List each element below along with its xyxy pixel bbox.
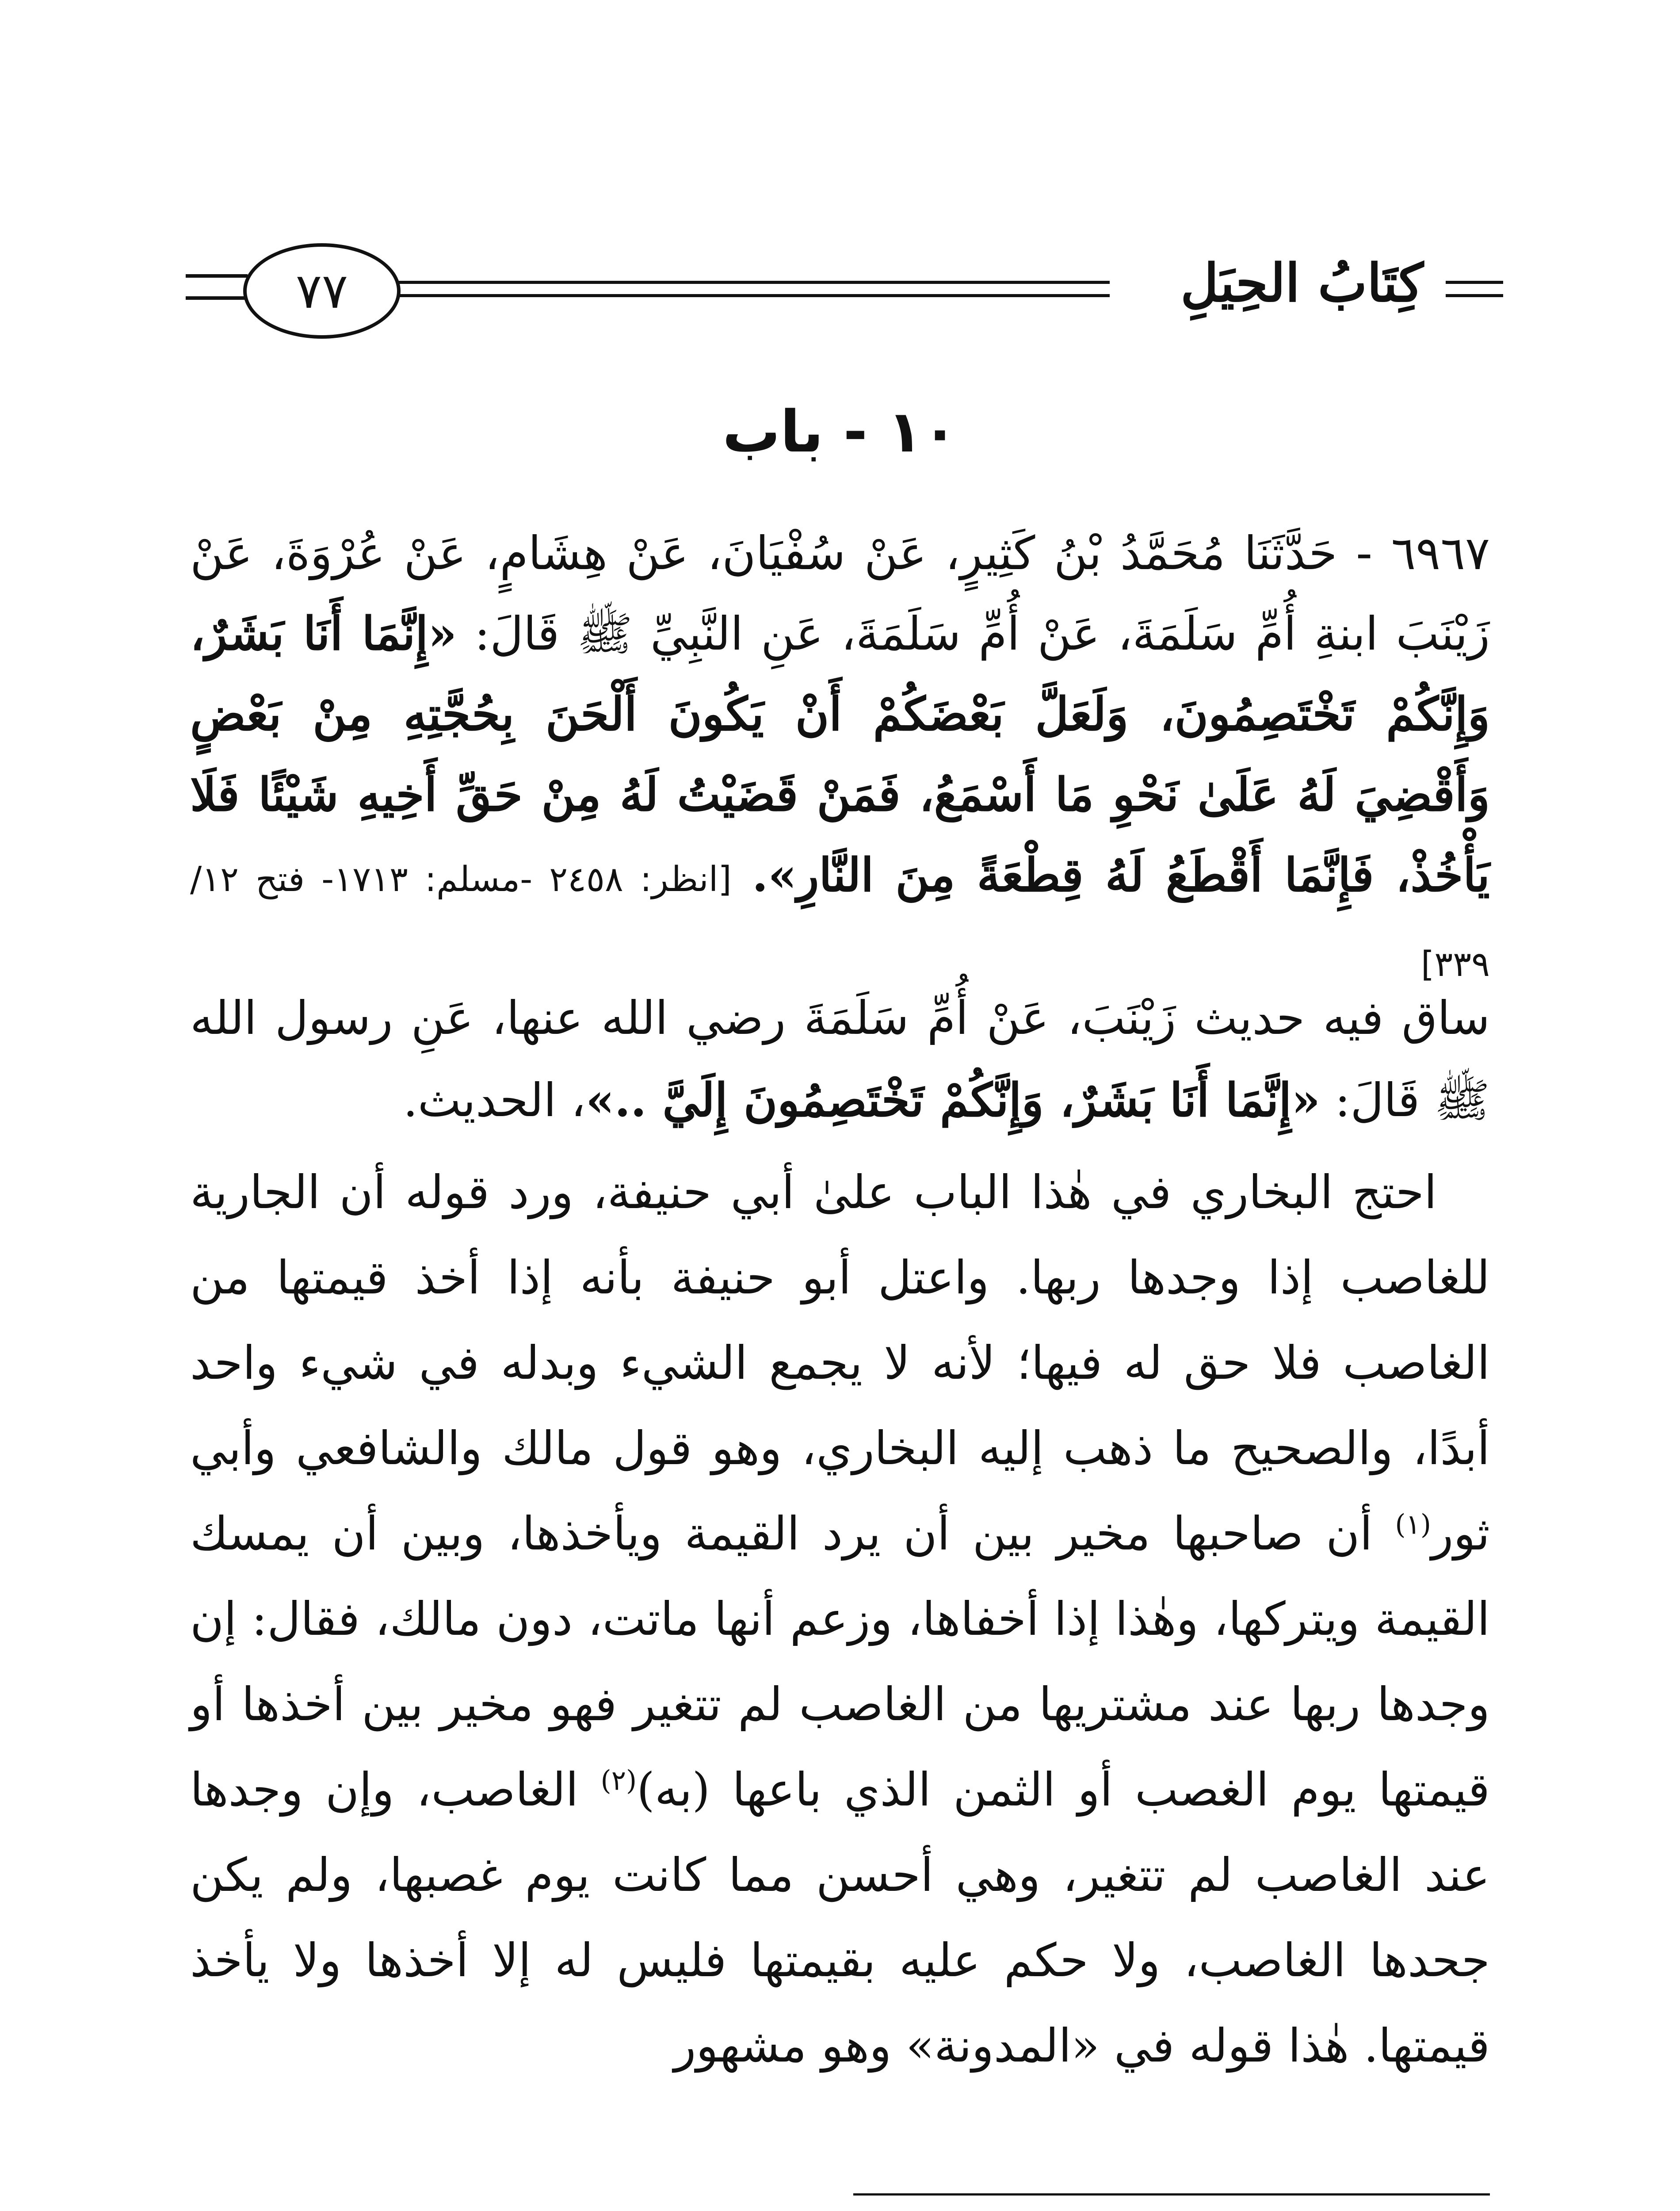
commentary-text-part3: الغاصب، وإن وجدها عند الغاصب لم تتغير، وهي أحسن مما كانت يوم غصبها، ولم يكن جحدها الغاصب، ولا حكم عليه بقيمتها فليس له إلا أخذها ولا يأخذ قيمتها. هٰذا قوله في «المدونة» وهو مشهور xyxy=(190,1763,1490,2073)
header-rule-right-top xyxy=(1446,281,1503,284)
footnote-divider xyxy=(853,2193,1490,2196)
hadith-reference: [انظر: ٢٤٥٨ -مسلم: ١٧١٣- فتح ١٢/ ٣٣٩] xyxy=(190,860,1490,984)
commentary-paragraph xyxy=(190,1150,1490,2089)
hadith-number: ٦٩٦٧ - xyxy=(1355,526,1490,580)
hadith-matn: «إِنَّمَا أَنَا بَشَرٌ، وَإِنَّكُمْ تَخْتَصِمُونَ، وَلَعَلَّ بَعْضَكُمْ أَنْ يَكُونَ أَلْحَنَ بِحُجَّتِهِ مِنْ بَعْضٍ وَأَقْضِيَ لَهُ عَلَىٰ نَحْوِ مَا أَسْمَعُ، فَمَنْ قَضَيْتُ لَهُ مِنْ حَقِّ أَخِيهِ شَيْئًا فَلَا يَأْخُذْ، فَإِنَّمَا أَقْطَعُ لَهُ قِطْعَةً مِنَ النَّارِ». xyxy=(190,606,1490,902)
chapter-heading: ١٠ - باب xyxy=(722,398,958,465)
commentary-text-part1: احتج البخاري في هٰذا الباب علىٰ أبي حنيفة، ورد قوله أن الجارية للغاصب إذا وجدها ربها. واعتل أبو حنيفة بأنه إذا أخذ قيمتها من الغاصب فلا حق له فيها؛ لأنه لا يجمع الشيء وبدله في شيء واحد أبدًا، والصحيح ما ذهب إليه البخاري، وهو قول مالك والشافعي وأبي ثور xyxy=(190,1165,1490,1561)
header-rule-bottom xyxy=(393,294,1110,297)
book-title: كِتَابُ الحِيَلِ xyxy=(1180,252,1424,314)
header-ornament-rule xyxy=(186,274,248,278)
footnote-ref-2[interactable]: (٢) xyxy=(600,1764,637,1797)
header-ornament-rule xyxy=(186,296,248,300)
commentary-intro xyxy=(190,977,1490,1141)
commentary-intro-quote: «إِنَّمَا أَنَا بَشَرٌ، وَإِنَّكُمْ تَخْتَصِمُونَ إِلَيَّ ..» xyxy=(585,1073,1321,1127)
header-rule-top xyxy=(393,281,1110,284)
footnote-ref-1[interactable]: (١) xyxy=(1395,1508,1432,1541)
hadith-block xyxy=(190,513,1490,1005)
hadith-isnad: حَدَّثَنَا مُحَمَّدُ بْنُ كَثِيرٍ، عَنْ سُفْيَانَ، عَنْ هِشَامٍ، عَنْ عُرْوَةَ، عَنْ زَيْنَبَ ابنةِ أُمِّ سَلَمَةَ، عَنْ أُمِّ سَلَمَةَ، عَنِ النَّبِيِّ ﷺ قَالَ: xyxy=(190,526,1490,661)
page-number: ٧٧ xyxy=(243,243,401,339)
commentary-text-part2: أن صاحبها مخير بين أن يرد القيمة ويأخذها، وبين أن يمسك القيمة ويتركها، وهٰذا إذا أخفاها، وزعم أنها ماتت، دون مالك، فقال: إن وجدها ربها عند مشتريها من الغاصب لم تتغير فهو مخير بين أخذها أو قيمتها يوم الغصب أو الثمن الذي باعها (به) xyxy=(190,1507,1490,1817)
commentary-intro-tail: ، الحديث. xyxy=(403,1073,586,1127)
commentary-intro-text: ساق فيه حديث زَيْنَبَ، عَنْ أُمِّ سَلَمَةَ رضي الله عنها، عَنِ رسول الله ﷺ قَالَ: xyxy=(190,991,1490,1127)
header-rule-right-bottom xyxy=(1446,294,1503,297)
running-header xyxy=(186,239,1503,336)
